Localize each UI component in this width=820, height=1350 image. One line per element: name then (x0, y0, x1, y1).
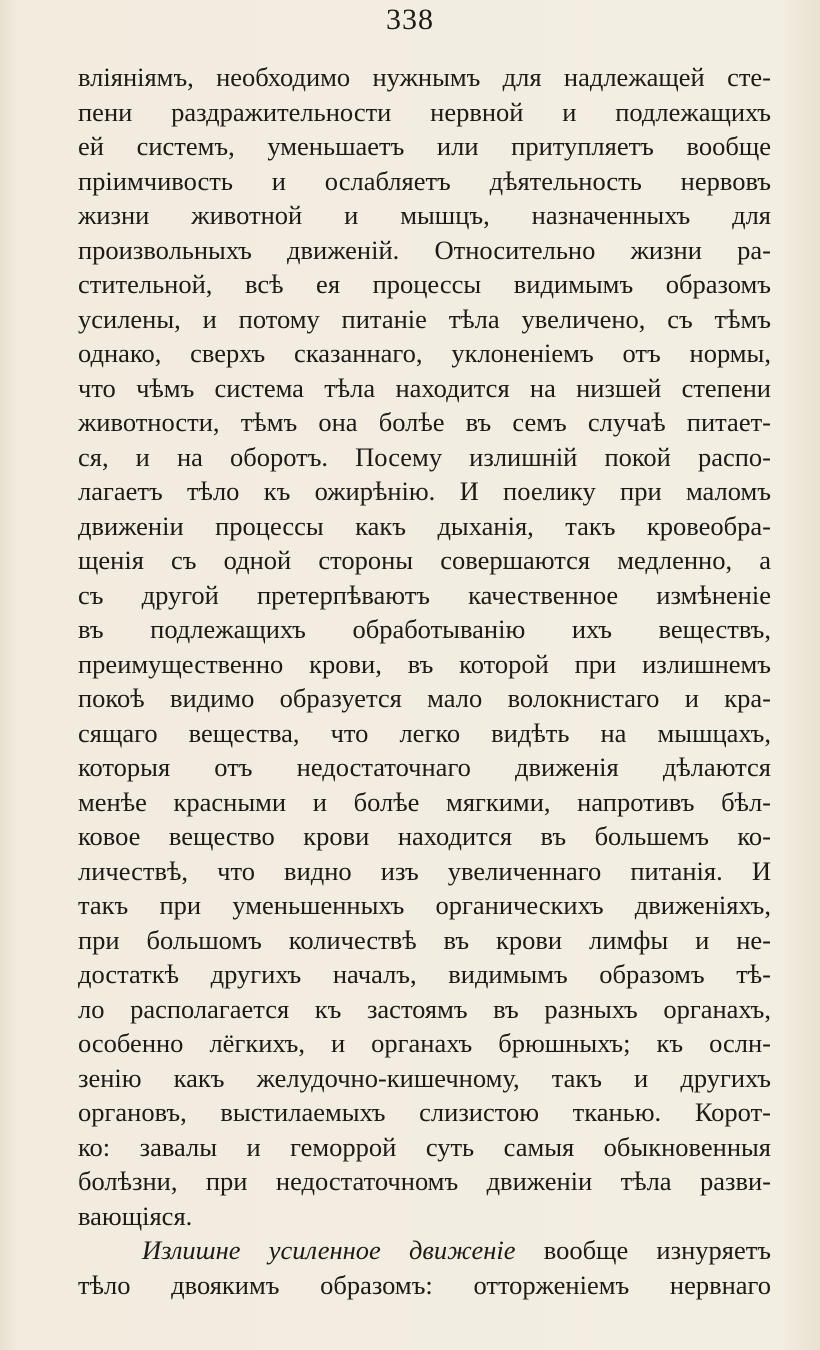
text-line: ковое вещество крови находится въ большемъ ко- (78, 821, 771, 851)
text-line: ся, и на оборотъ. Посему излишній покой распо- (78, 441, 771, 472)
text-line: ло располагается къ застоямъ въ разныхъ органахъ, (78, 993, 771, 1024)
text-line: зенію какъ желудочно-кишечному, такъ и другихъ (78, 1062, 771, 1093)
text-line: которыя отъ недостаточнаго движенія дѣлаются (78, 752, 771, 782)
text-line: болѣзни, при недостаточномъ движеніи тѣла разви- (78, 1166, 771, 1196)
text-line: тѣло двоякимъ образомъ: отторженіемъ нервнаго (78, 1269, 771, 1300)
text-line: однако, сверхъ сказаннаго, уклоненіемъ отъ нормы, (78, 338, 771, 368)
text-line: покоѣ видимо образуется мало волокнистаго и кра- (78, 683, 771, 713)
body-text (78, 60, 771, 1302)
text-line: въ подлежащихъ обработыванію ихъ веществъ, (78, 614, 771, 644)
paragraph-end-line: вающіяся. (78, 1200, 193, 1231)
paragraph-start-line (78, 1233, 771, 1268)
text-line: менѣе красными и болѣе мягкими, напротивъ бѣл- (78, 786, 771, 817)
text-line: ко: завалы и геморрой суть самыя обыкновенныя (78, 1131, 771, 1162)
text-line: личествѣ, что видно изъ увеличеннаго питанія. И (78, 855, 771, 886)
text-line: преимущественно крови, въ которой при излишнемъ (78, 648, 771, 679)
text-line: усилены, и потому питаніе тѣла увеличено, съ тѣмъ (78, 303, 771, 334)
text-line: стительной, всѣ ея процессы видимымъ образомъ (78, 269, 771, 299)
page-number: 338 (386, 3, 434, 36)
text-line: пени раздражительности нервной и подлежащихъ (78, 96, 771, 127)
text-line: лагаетъ тѣло къ ожирѣнію. И поелику при маломъ (78, 476, 771, 506)
text-line: животности, тѣмъ она болѣе въ семъ случаѣ питает- (78, 407, 771, 437)
text-line: особенно лёгкихъ, и органахъ брюшныхъ; къ ослн- (78, 1028, 771, 1058)
text-line: движеніи процессы какъ дыханія, такъ кровеобра- (78, 510, 771, 541)
text-line: сящаго вещества, что легко видѣть на мышцахъ, (78, 717, 771, 748)
text-line: пріимчивость и ослабляетъ дѣятельность нервовъ (78, 165, 771, 196)
text-line: ей системъ, уменьшаетъ или притупляетъ вообще (78, 131, 771, 161)
text-line: произвольныхъ движеній. Относительно жизни ра- (78, 234, 771, 265)
italic-lead-text: Излишне усиленное движеніе (142, 1235, 516, 1265)
text-line: достаткѣ другихъ началъ, видимымъ образомъ тѣ- (78, 959, 771, 989)
text-line: жизни животной и мышцъ, назначенныхъ для (78, 200, 771, 230)
text-line: такъ при уменьшенныхъ органическихъ движеніяхъ, (78, 890, 771, 920)
text-line: что чѣмъ система тѣла находится на низшей степени (78, 372, 771, 403)
text-line: при большомъ количествѣ въ крови лимфы и не- (78, 924, 771, 955)
text-line: вліяніямъ, необходимо нужнымъ для надлежащей сте- (78, 62, 771, 92)
text-line: органовъ, выстилаемыхъ слизистою тканью. Корот- (78, 1097, 771, 1127)
text-line: щенія съ одной стороны совершаются медленно, а (78, 545, 771, 575)
text-line: съ другой претерпѣваютъ качественное измѣненіе (78, 579, 771, 610)
paragraph-text: вообще изнуряетъ (543, 1235, 771, 1265)
